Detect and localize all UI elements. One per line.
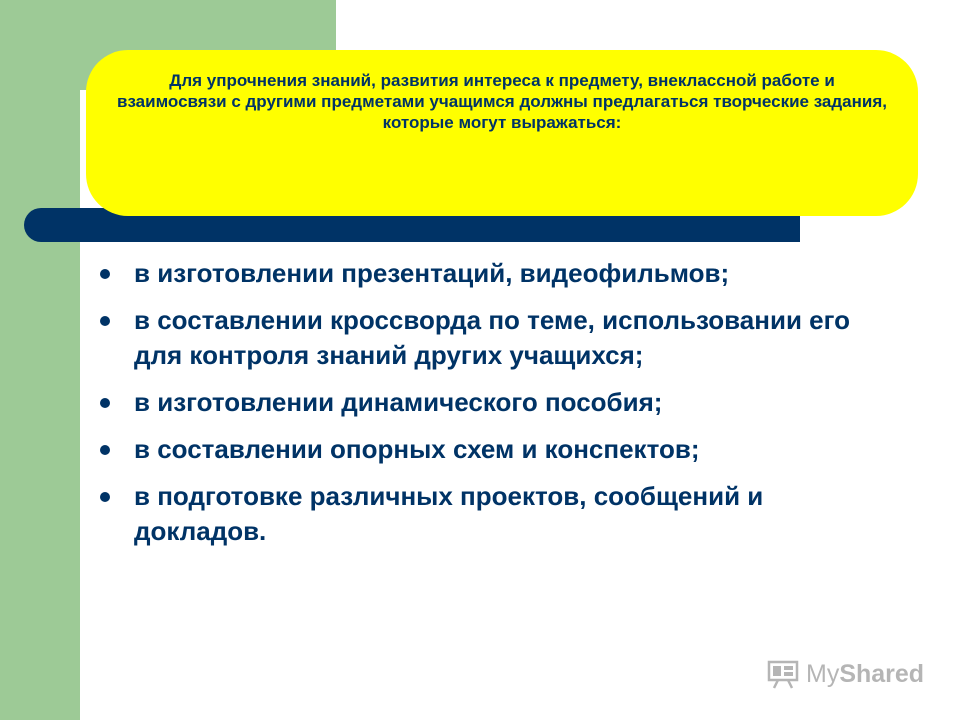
list-item-text: в составлении кроссворда по теме, использовании его для контроля знаний других учащихся;: [134, 305, 850, 370]
left-green-strip: [0, 0, 80, 720]
intro-callout: [86, 50, 918, 216]
myshared-watermark: [766, 656, 924, 692]
list-item: [100, 432, 900, 467]
list-item-text: в изготовлении презентаций, видеофильмов;: [134, 258, 730, 288]
list-item-text: в изготовлении динамического пособия;: [134, 387, 663, 417]
bullet-list: [100, 256, 900, 561]
list-item: [100, 479, 900, 549]
bullet-icon: [100, 445, 110, 455]
intro-text: Для упрочнения знаний, развития интереса к предмету, внеклассной работе и взаимосвязи с другими предметами учащимся должны предлагаться творческие задания, которые могут выражаться:: [117, 71, 887, 132]
list-item-text: в составлении опорных схем и конспектов;: [134, 434, 700, 464]
list-item: [100, 303, 900, 373]
bullet-icon: [100, 316, 110, 326]
list-item-text: в подготовке различных проектов, сообщений и докладов.: [134, 481, 764, 546]
list-item: [100, 256, 900, 291]
presentation-board-icon: [766, 659, 800, 689]
watermark-suffix: Shared: [839, 659, 925, 688]
bullet-icon: [100, 398, 110, 408]
watermark-prefix: My: [806, 659, 840, 688]
bullet-icon: [100, 269, 110, 279]
watermark-text: [806, 660, 924, 689]
list-item: [100, 385, 900, 420]
bullet-icon: [100, 492, 110, 502]
